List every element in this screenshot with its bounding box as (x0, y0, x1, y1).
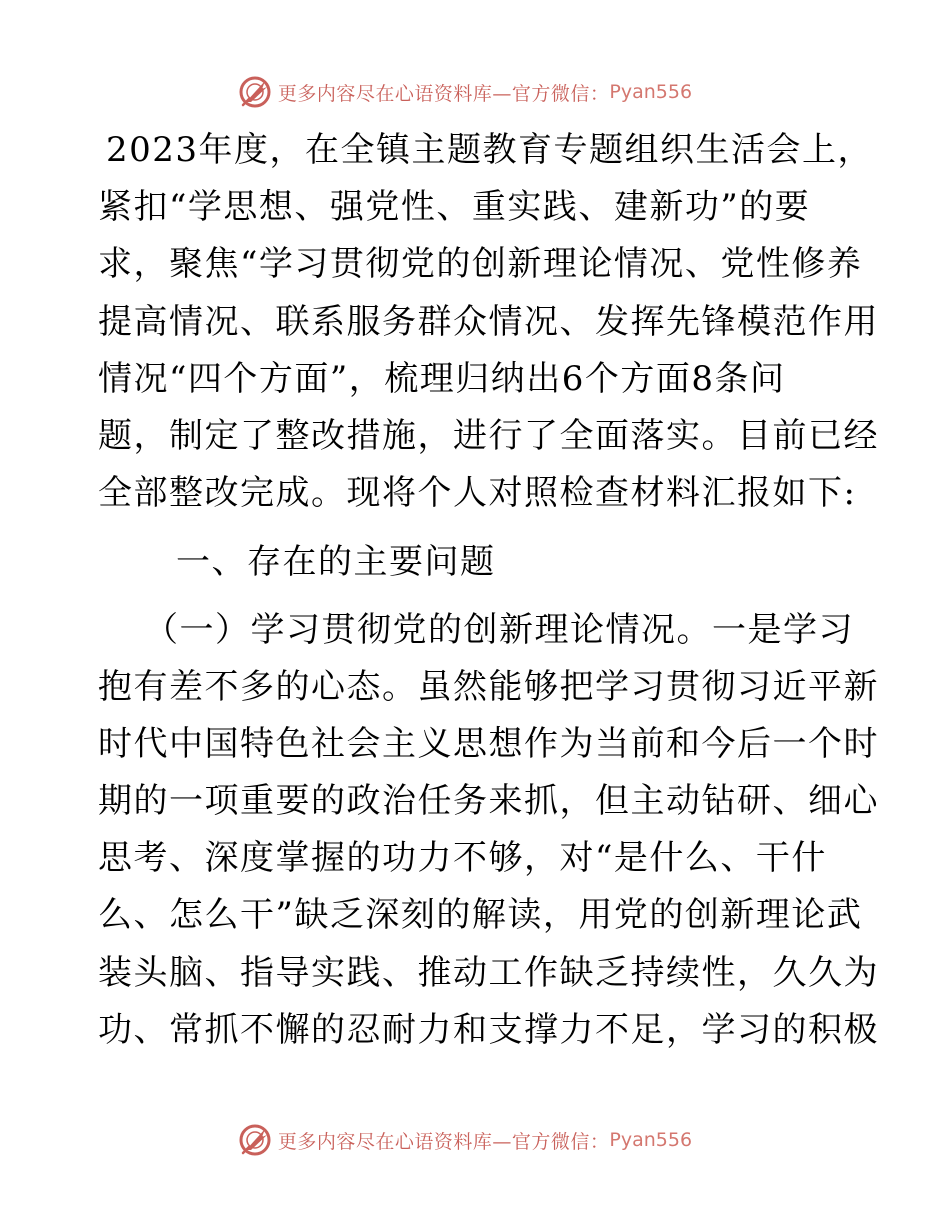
paragraph-line: 么、怎么干”缺乏深刻的解读，用党的创新理论武 (98, 895, 863, 936)
footer-watermark (0, 1118, 950, 1162)
paragraph-line: 思考、深度掌握的功力不够，对“是什么、干什 (98, 838, 827, 879)
paragraph-line: 紧扣“学思想、强党性、重实践、建新功”的要 (98, 187, 811, 228)
paragraph-line: 求，聚焦“学习贯彻党的创新理论情况、党性修养 (98, 244, 863, 285)
header-watermark (0, 70, 950, 114)
quill-seal-icon (238, 1123, 272, 1157)
watermark-text: 更多内容尽在心语资料库—官方微信： (277, 82, 610, 105)
paragraph-line: 抱有差不多的心态。虽然能够把学习贯彻习近平新 (98, 666, 879, 707)
paragraph-line: 情况“四个方面”，梳理归纳出6个方面8条问 (98, 358, 786, 399)
section-heading: 一、存在的主要问题 (176, 542, 496, 583)
paragraph-line: 期的一项重要的政治任务来抓，但主动钻研、细心 (98, 781, 879, 822)
watermark-account: Pyan556 (609, 1129, 693, 1151)
paragraph-line: 2023年度，在全镇主题教育专题组织生活会上， (106, 130, 874, 170)
quill-seal-icon (238, 75, 272, 109)
paragraph-line: 时代中国特色社会主义思想作为当前和今后一个时 (98, 723, 879, 764)
paragraph-line: 提高情况、联系服务群众情况、发挥先锋模范作用 (98, 301, 879, 342)
watermark-text: 更多内容尽在心语资料库—官方微信： (277, 1130, 610, 1153)
paragraph-line: 功、常抓不懈的忍耐力和支撑力不足，学习的积极 (98, 1009, 879, 1050)
paragraph-line: 全部整改完成。现将个人对照检查材料汇报如下: (98, 473, 857, 514)
paragraph-line: 题，制定了整改措施，进行了全面落实。目前已经 (98, 415, 879, 456)
paragraph-line: 装头脑、指导实践、推动工作缺乏持续性，久久为 (98, 952, 879, 993)
paragraph-line: （一）学习贯彻党的创新理论情况。一是学习 (144, 609, 854, 650)
document-body (98, 122, 879, 1059)
watermark-account: Pyan556 (609, 81, 693, 103)
